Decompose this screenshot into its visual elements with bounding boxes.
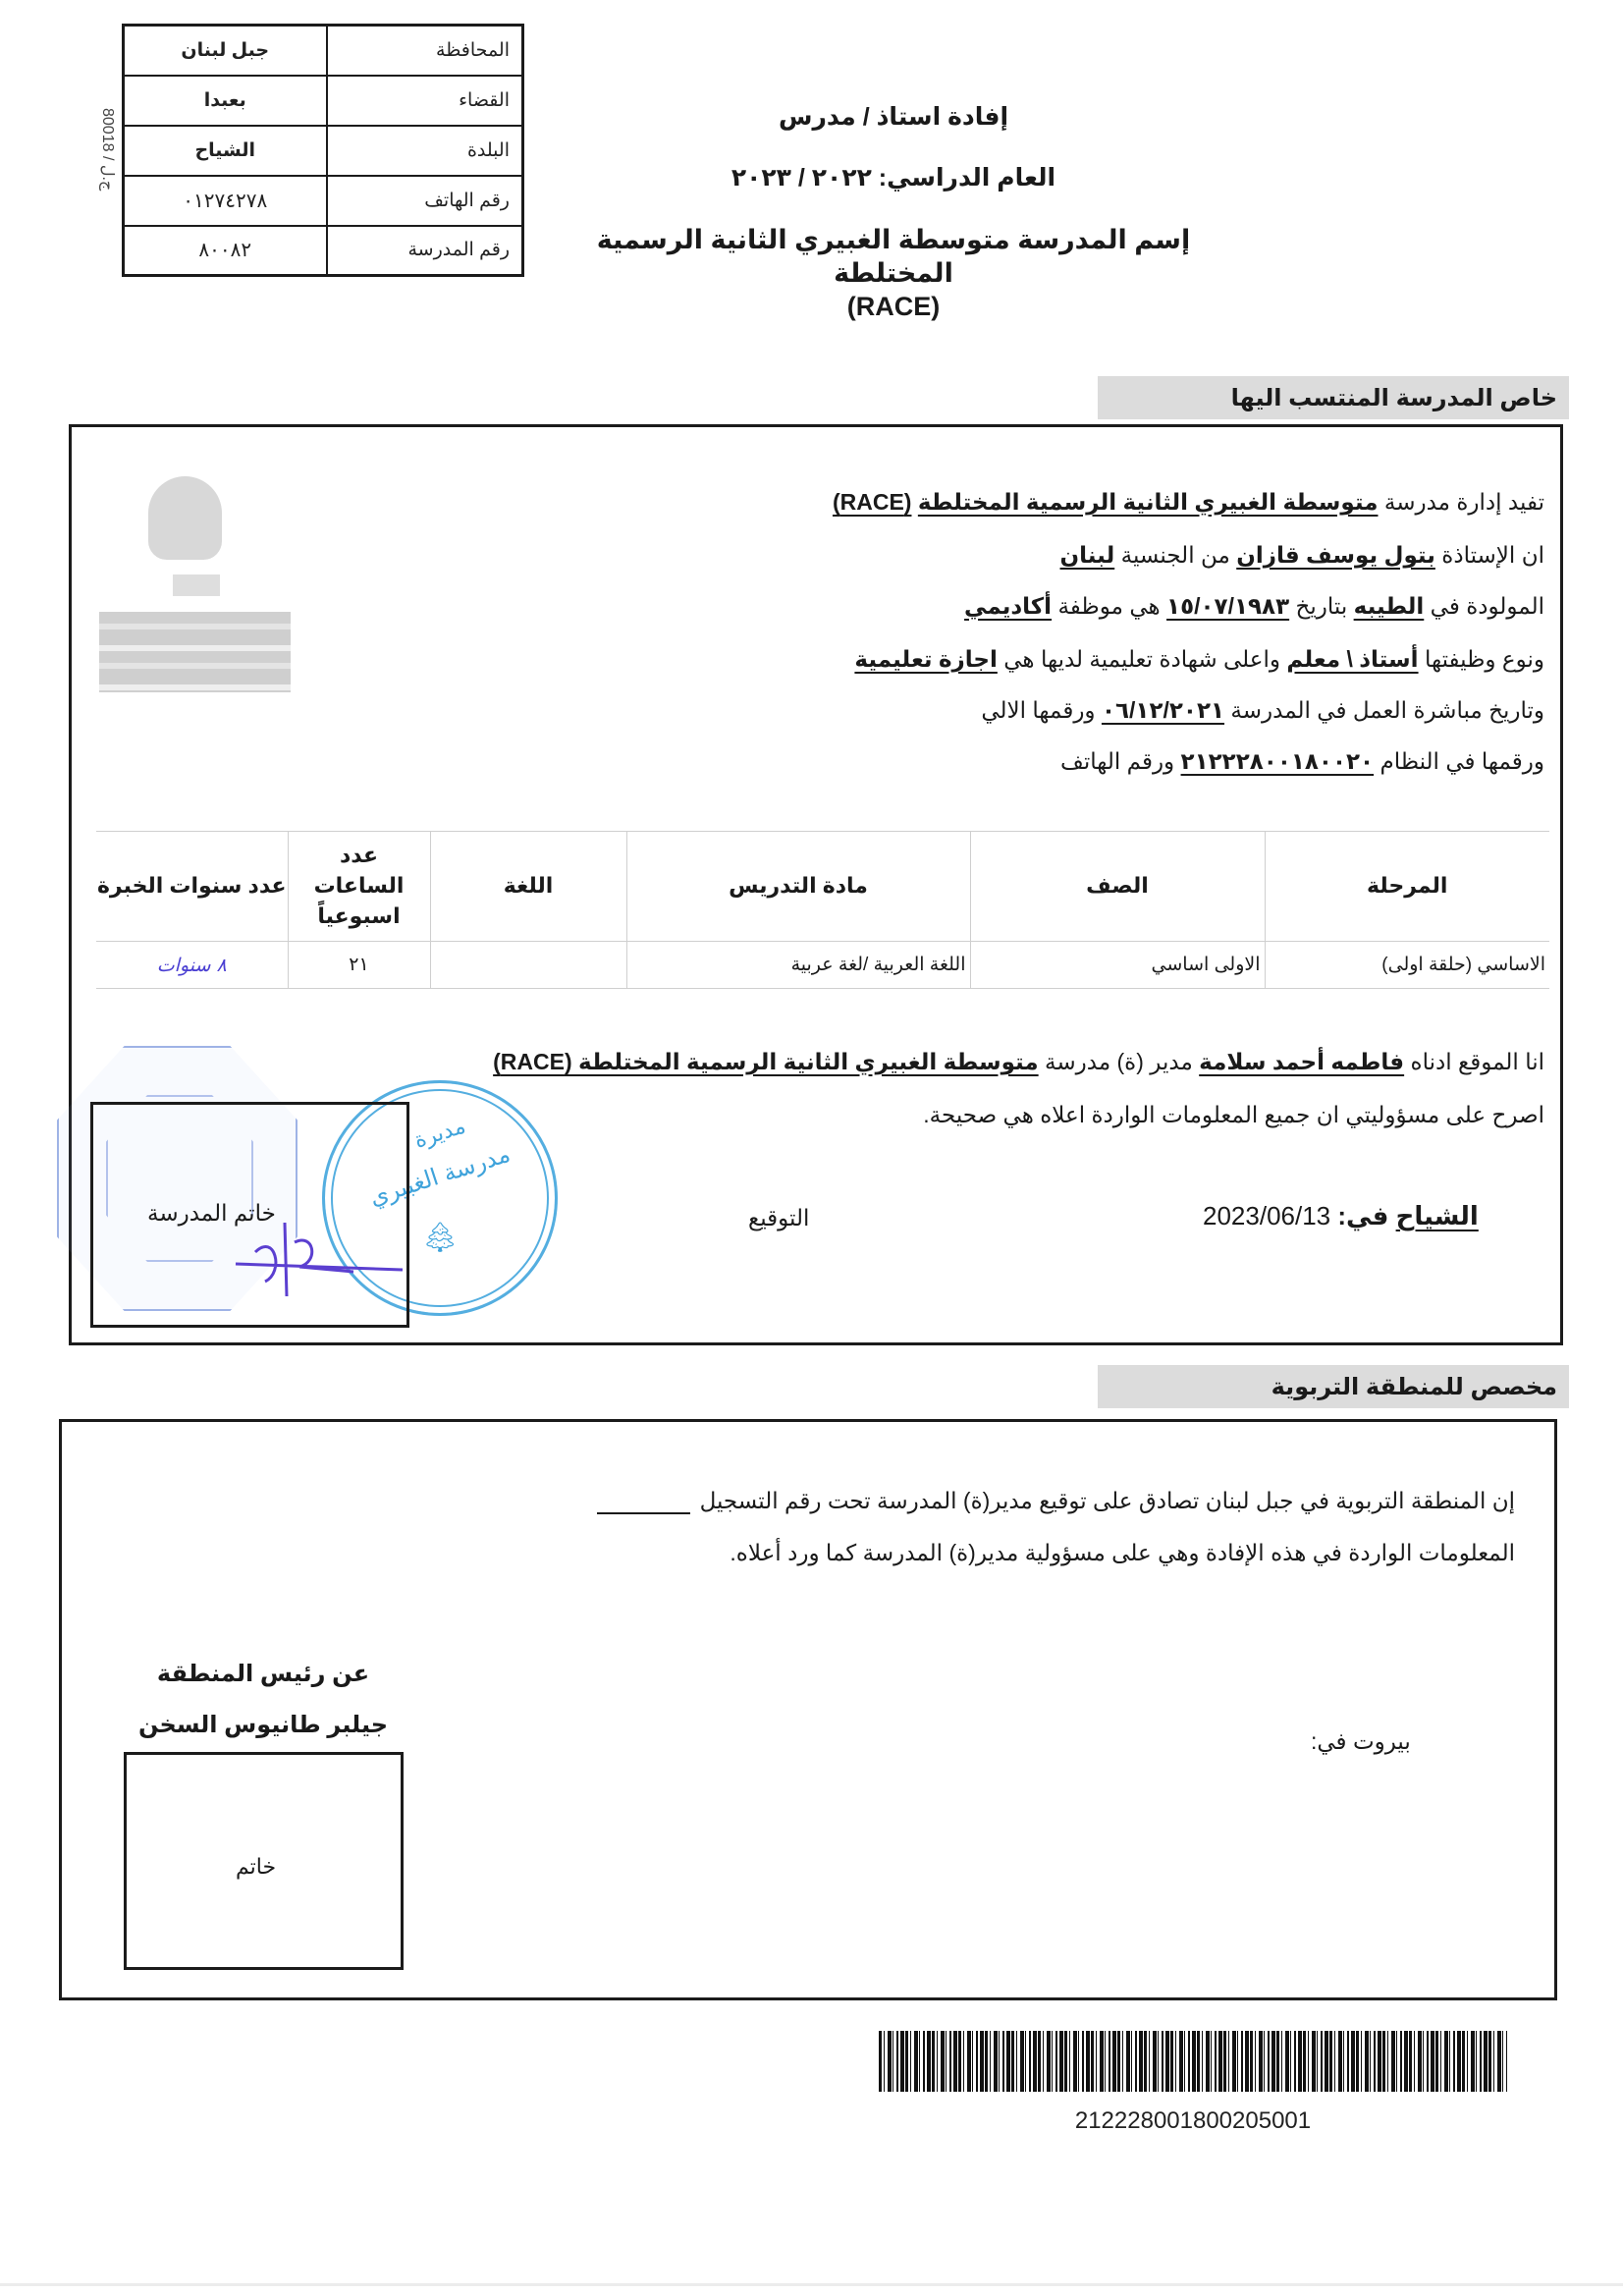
text: واعلى شهادة تعليمية لديها هي <box>1003 646 1281 672</box>
zone-head-name: جيلبر طانيوس السخن <box>137 1712 389 1738</box>
text: انا الموقع ادناه <box>1410 1049 1544 1074</box>
governorate-value: جبل لبنان <box>124 26 327 76</box>
document-title: إفادة استاذ / مدرس <box>778 103 1009 131</box>
table-row <box>124 26 523 76</box>
school-section-title: خاص المدرسة المنتسب اليها <box>1098 376 1569 419</box>
zone-line-2: المعلومات الواردة في هذه الإفادة وهي على مسؤولية مدير(ة) المدرسة كما ورد أعلاه. <box>730 1540 1515 1565</box>
job-type-field: أستاذ \ معلم <box>1286 646 1419 672</box>
zone-section-title: مخصص للمنطقة التربوية <box>1098 1365 1569 1408</box>
table-row <box>96 942 1549 989</box>
phone-label: رقم الهاتف <box>327 176 523 226</box>
place-date <box>1203 1201 1479 1231</box>
school-info-table <box>122 24 524 277</box>
stamp-text: مديرة <box>410 1113 468 1153</box>
document-header <box>550 98 1237 323</box>
school-number-value: ٨٠٠٨٢ <box>124 226 327 276</box>
col-stage: المرحلة <box>1265 832 1549 942</box>
cell-stage: الاساسي (حلقة اولى) <box>1265 942 1549 989</box>
cell-grade: الاولى اساسي <box>970 942 1265 989</box>
col-grade: الصف <box>970 832 1265 942</box>
birthplace-field: الطيبه <box>1353 593 1425 619</box>
statement-line-3 <box>964 593 1544 620</box>
page-edge <box>0 2283 1623 2286</box>
text: في: <box>1330 1201 1396 1230</box>
table-header-row <box>96 832 1549 942</box>
statement-line-1 <box>833 489 1544 516</box>
table-row <box>124 126 523 176</box>
cedar-icon: 🌲︎ <box>420 1222 460 1254</box>
table-row <box>124 176 523 226</box>
text: إن المنطقة التربوية في جبل لبنان تصادق على توقيع مدير(ة) المدرسة تحت رقم التسجيل <box>699 1488 1515 1513</box>
col-language: اللغة <box>430 832 626 942</box>
text: مدير (ة) مدرسة <box>1045 1049 1193 1074</box>
statement-line-5 <box>981 697 1544 724</box>
statement-line-4 <box>854 646 1544 673</box>
col-experience: عدد سنوات الخبرة <box>96 832 288 942</box>
date-field: 2023/06/13 <box>1203 1201 1331 1230</box>
beirut-date-label: بيروت في: <box>1311 1728 1411 1754</box>
text: هي موظفة <box>1057 593 1161 619</box>
teacher-name-field: بتول يوسف قازان <box>1236 542 1435 568</box>
text: تفيد إدارة مدرسة <box>1383 489 1544 515</box>
start-date-field: ٠٦/١٢/٢٠٢١ <box>1101 697 1225 723</box>
school-name-field: متوسطة الغبيري الثانية الرسمية المختلطة <box>917 489 1379 515</box>
cell-language <box>430 942 626 989</box>
table-row <box>124 76 523 126</box>
signature-icon <box>226 1213 412 1301</box>
on-behalf-label: عن رئيس المنطقة <box>156 1661 370 1687</box>
text: ورقمها في النظام <box>1380 748 1544 774</box>
text: ونوع وظيفتها <box>1424 646 1544 672</box>
degree-field: اجازة تعليمية <box>854 646 998 672</box>
person-silhouette-icon <box>94 476 300 712</box>
town-value: الشياح <box>124 126 327 176</box>
district-value: بعبدا <box>124 76 327 126</box>
barcode-number: 212228001800205001 <box>1074 2107 1312 2134</box>
declaration-school-field: متوسطة الغبيري الثانية الرسمية المختلطة (RACE) <box>493 1049 1039 1074</box>
statement-line-6 <box>1060 748 1544 775</box>
cell-hours: ٢١ <box>288 942 430 989</box>
cell-experience: ٨ سنوات <box>96 942 288 989</box>
phone-value: ٠١٢٧٤٢٧٨ <box>124 176 327 226</box>
col-subject: مادة التدريس <box>626 832 970 942</box>
text: وتاريخ مباشرة العمل في المدرسة <box>1230 697 1544 723</box>
text: ان الإستاذة <box>1441 542 1544 568</box>
birthdate-field: ١٥/٠٧/١٩٨٣ <box>1166 593 1290 619</box>
reference-code: ج.ل / 80018 <box>99 108 116 191</box>
academic-year: العام الدراسي: ٢٠٢٢ / ٢٠٢٣ <box>730 164 1056 191</box>
school-suffix-field: (RACE) <box>832 489 912 515</box>
stamp-text: مدرسة الغبيري <box>366 1140 514 1212</box>
nationality-field: لبنان <box>1059 542 1115 568</box>
place-field: الشياح <box>1395 1201 1479 1230</box>
registration-number-field[interactable] <box>597 1497 690 1514</box>
system-number-field: ٢١٢٢٢٨٠٠١٨٠٠٢٠ <box>1180 748 1375 774</box>
text: ورقم الهاتف <box>1060 748 1175 774</box>
signature-label: التوقيع <box>748 1205 810 1230</box>
school-name: إسم المدرسة متوسطة الغبيري الثانية الرسمية المختلطة <box>596 225 1191 288</box>
declaration-line-1 <box>493 1049 1544 1075</box>
text: الساعات <box>313 873 405 899</box>
school-name-heading <box>550 224 1237 323</box>
cell-subject: اللغة العربية /لغة عربية <box>626 942 970 989</box>
declaration-line-2: اصرح على مسؤوليتي ان جميع المعلومات الواردة اعلاه هي صحيحة. <box>923 1102 1544 1127</box>
text: من الجنسية <box>1120 542 1230 568</box>
text: المولودة في <box>1430 593 1544 619</box>
teaching-table <box>96 831 1549 989</box>
director-name-field: فاطمه أحمد سلامة <box>1199 1049 1405 1074</box>
employment-status-field: أكاديمي <box>964 593 1053 619</box>
table-row <box>124 226 523 276</box>
col-weekly-hours <box>288 832 430 942</box>
town-label: البلدة <box>327 126 523 176</box>
text: بتاريخ <box>1295 593 1348 619</box>
text: ورقمها الالي <box>981 697 1096 723</box>
school-number-label: رقم المدرسة <box>327 226 523 276</box>
barcode-icon <box>879 2031 1507 2092</box>
school-seal-label: خاتم المدرسة <box>147 1200 276 1226</box>
zone-line-1 <box>597 1488 1515 1514</box>
district-label: القضاء <box>327 76 523 126</box>
text: اسبوعياً <box>317 902 401 928</box>
zone-seal-label: خاتم <box>236 1854 277 1879</box>
text: عدد <box>339 843 379 868</box>
statement-line-2 <box>1060 542 1544 569</box>
governorate-label: المحافظة <box>327 26 523 76</box>
school-suffix: (RACE) <box>846 291 941 321</box>
